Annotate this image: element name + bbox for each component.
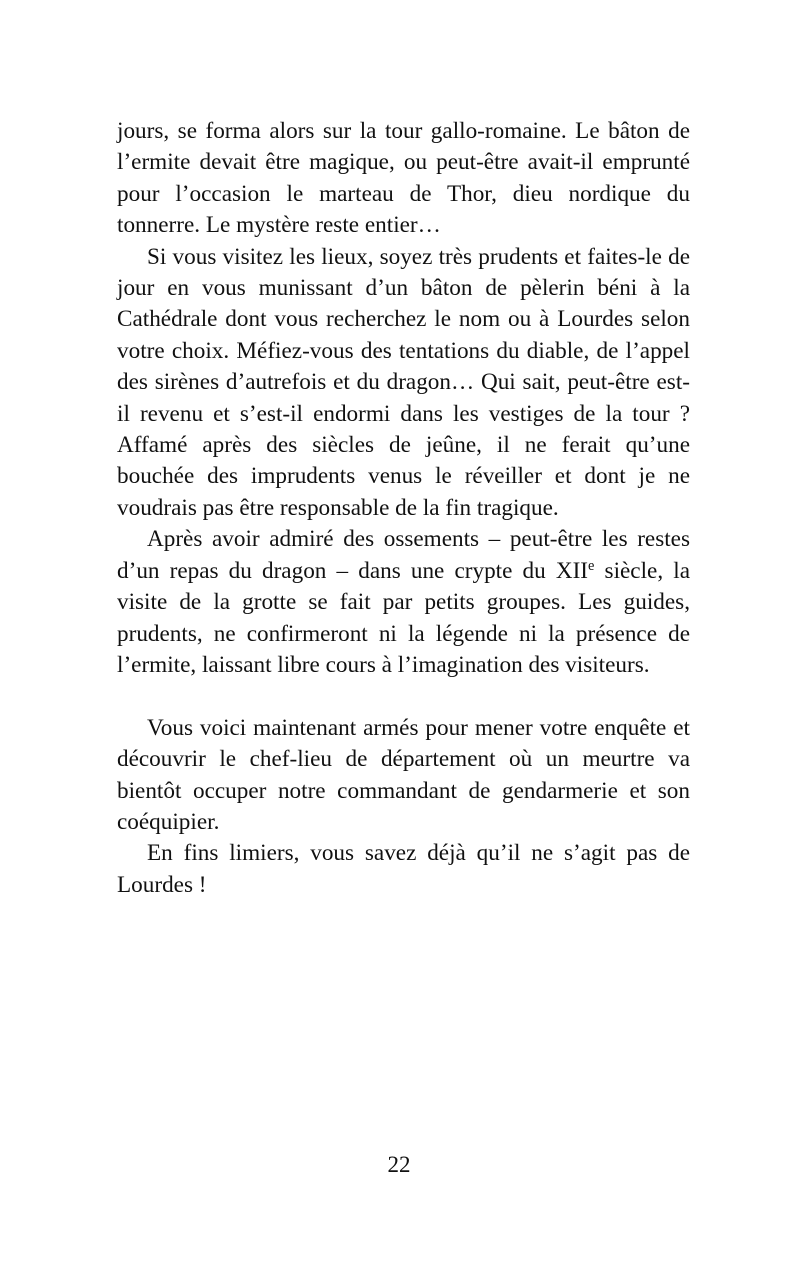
- paragraph: En fins limiers, vous savez déjà qu’il ne s’agit pas de Lourdes !: [117, 840, 690, 898]
- body-text: [117, 116, 690, 901]
- paragraph: Vous voici maintenant armés pour mener votre enquête et découvrir le chef-lieu de département où un meurtre va bientôt occuper notre commandant de gendarmerie et son coéquipier.: [117, 714, 690, 835]
- paragraph: jours, se forma alors sur la tour gallo-romaine. Le bâton de l’ermite devait être magique, ou peut-être avait-il emprunté pour l’occasion le marteau de Thor, dieu nordique du tonnerre. Le mystère reste entier…: [117, 118, 690, 239]
- superscript: e: [588, 557, 595, 574]
- paragraph-text: siècle, la visite de la grotte se fait par petits groupes. Les guides, prudents, ne confirmeront ni la légende ni la présence de l’ermite, laissant libre cours à l’imagination des visiteurs.: [117, 557, 690, 678]
- paragraph-text: Après avoir admiré des ossements – peut-être les restes d’un repas du dragon – dans une crypte du XII: [117, 526, 690, 584]
- paragraph: Si vous visitez les lieux, soyez très prudents et faites-le de jour en vous munissant d’un bâton de pèlerin béni à la Cathédrale dont vous recherchez le nom ou à Lourdes selon votre choix. Méfiez-vous des tentations du diable, de l’appel des sirènes d’autrefois et du dragon… Qui sait, peut-être est-il revenu et s’est-il endormi dans les vestiges de la tour ? Affamé après des siècles de jeûne, il ne ferait qu’une bouchée des imprudents venus le réveiller et dont je ne voudrais pas être responsable de la fin tragique.: [117, 243, 690, 521]
- paragraph: [117, 524, 690, 681]
- page-number: 22: [387, 1152, 411, 1177]
- section-break: [117, 681, 690, 712]
